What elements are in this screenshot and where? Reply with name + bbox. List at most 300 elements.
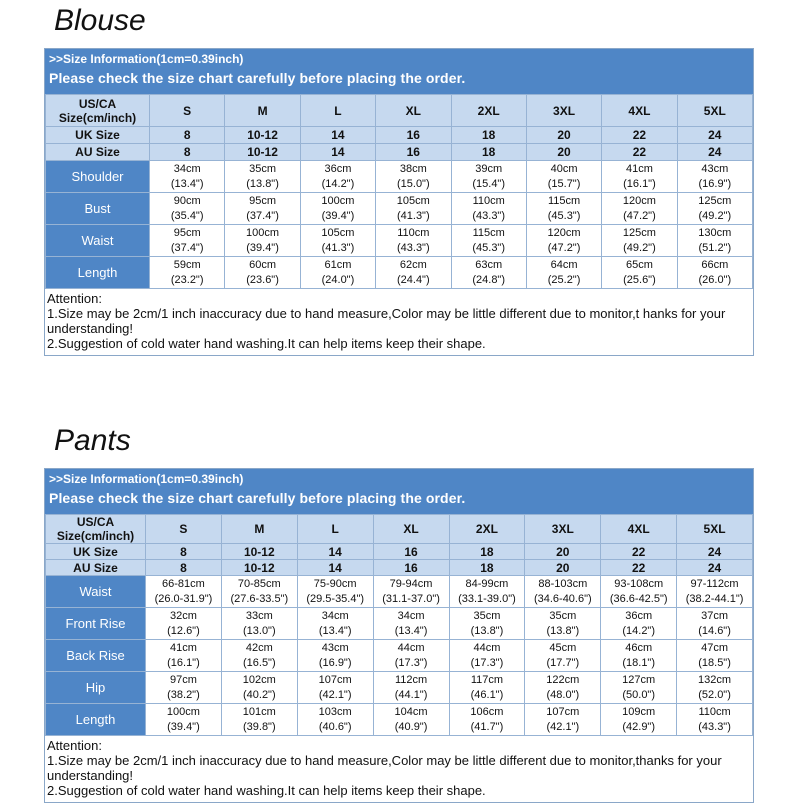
value-inch: (15.0") <box>396 177 430 190</box>
value-inch: (49.2") <box>623 241 656 254</box>
au-size: 8 <box>146 560 222 576</box>
value-cm: 110cm <box>472 194 505 207</box>
measurement-cell <box>525 640 601 672</box>
measurement-cell <box>526 161 601 193</box>
measurement-label: Front Rise <box>46 608 146 640</box>
value-inch: (43.3") <box>396 241 430 254</box>
value-cm: 47cm <box>701 641 729 654</box>
value-cm: 105cm <box>321 226 355 239</box>
measurement-cell <box>376 257 451 289</box>
value-cm: 103cm <box>318 705 352 718</box>
value-inch: (16.9") <box>698 177 732 190</box>
value-cm: 36cm <box>324 162 352 175</box>
uk-size: 24 <box>677 127 752 144</box>
pants-notes <box>45 736 753 802</box>
value-inch: (15.4") <box>472 177 505 190</box>
uk-size: 14 <box>300 127 375 144</box>
value-inch: (42.9") <box>622 720 655 733</box>
uk-size: 10-12 <box>225 127 300 144</box>
value-inch: (17.7") <box>546 656 580 669</box>
value-inch: (39.4") <box>167 720 200 733</box>
value-inch: (47.2") <box>623 209 656 222</box>
au-size: 24 <box>677 560 753 576</box>
measurement-row <box>46 608 753 640</box>
measurement-cell <box>146 640 222 672</box>
blouse-size-table <box>45 94 753 289</box>
header-label: US/CA Size(cm/inch) <box>46 515 146 544</box>
value-cm: 115cm <box>472 226 505 239</box>
measurement-cell <box>449 672 525 704</box>
value-inch: (47.2") <box>547 241 581 254</box>
size-xl: XL <box>373 515 449 544</box>
size-3xl: 3XL <box>526 95 601 127</box>
value-cm: 100cm <box>321 194 355 207</box>
value-cm: 41cm <box>625 162 653 175</box>
measurement-cell <box>526 193 601 225</box>
measurement-cell <box>297 640 373 672</box>
size-l: L <box>297 515 373 544</box>
value-cm: 64cm <box>550 258 578 271</box>
value-cm: 34cm <box>173 162 201 175</box>
au-size: 22 <box>602 144 677 161</box>
value-cm: 60cm <box>249 258 277 271</box>
attention-label: Attention: <box>47 738 102 753</box>
au-size: 10-12 <box>221 560 297 576</box>
value-cm: 46cm <box>625 641 653 654</box>
uk-size: 16 <box>376 127 451 144</box>
value-inch: (36.6-42.5") <box>609 592 668 605</box>
value-cm: 110cm <box>397 226 430 239</box>
value-inch: (13.4") <box>170 177 204 190</box>
value-inch: (39.4") <box>321 209 355 222</box>
value-inch: (37.4") <box>246 209 279 222</box>
value-inch: (16.1") <box>623 177 656 190</box>
value-cm: 79-94cm <box>389 577 433 590</box>
value-inch: (42.1") <box>318 688 352 701</box>
value-inch: (13.8") <box>546 624 580 637</box>
size-s: S <box>150 95 225 127</box>
value-cm: 95cm <box>173 226 201 239</box>
size-m: M <box>221 515 297 544</box>
measurement-cell <box>449 640 525 672</box>
measurement-label: Bust <box>46 193 150 225</box>
value-cm: 100cm <box>246 226 280 239</box>
note-1: 1.Size may be 2cm/1 inch inaccuracy due to hand measure,Color may be little different due to monitor,t hanks for your understanding! <box>47 306 726 336</box>
measurement-cell <box>677 576 753 608</box>
note-1: 1.Size may be 2cm/1 inch inaccuracy due to hand measure,Color may be little different due to monitor,thanks for your understanding! <box>47 753 722 783</box>
pants-au-row <box>46 560 753 576</box>
value-inch: (16.1") <box>167 656 200 669</box>
measurement-cell <box>602 257 677 289</box>
measurement-cell <box>601 640 677 672</box>
pants-size-info: >>Size Information(1cm=0.39inch) <box>49 472 244 486</box>
value-inch: (24.4") <box>396 273 430 286</box>
value-inch: (14.2") <box>622 624 655 637</box>
value-inch: (13.4") <box>394 624 428 637</box>
value-cm: 61cm <box>324 258 352 271</box>
au-size: 20 <box>525 560 601 576</box>
measurement-cell <box>146 608 222 640</box>
value-inch: (40.2") <box>242 688 276 701</box>
size-2xl: 2XL <box>449 515 525 544</box>
measurement-cell <box>677 704 753 736</box>
size-xl: XL <box>376 95 451 127</box>
measurement-cell <box>300 161 375 193</box>
uk-size: 22 <box>602 127 677 144</box>
measurement-cell <box>221 704 297 736</box>
value-inch: (18.5") <box>698 656 731 669</box>
value-inch: (31.1-37.0") <box>382 592 440 605</box>
value-inch: (41.3") <box>321 241 355 254</box>
value-cm: 32cm <box>169 609 197 622</box>
value-inch: (38.2-44.1") <box>685 592 744 605</box>
measurement-cell <box>677 608 753 640</box>
value-cm: 44cm <box>397 641 425 654</box>
value-inch: (41.7") <box>470 720 504 733</box>
au-size: 24 <box>677 144 752 161</box>
value-inch: (16.9") <box>318 656 352 669</box>
measurement-cell <box>150 257 225 289</box>
measurement-row <box>46 161 753 193</box>
value-inch: (26.0-31.9") <box>154 592 213 605</box>
value-cm: 112cm <box>394 673 428 686</box>
blouse-size-chart <box>44 48 754 356</box>
measurement-cell <box>221 672 297 704</box>
value-inch: (41.3") <box>396 209 430 222</box>
measurement-label: Length <box>46 257 150 289</box>
measurement-label: Length <box>46 704 146 736</box>
value-cm: 43cm <box>701 162 729 175</box>
measurement-cell <box>525 672 601 704</box>
value-inch: (25.6") <box>623 273 656 286</box>
au-size: 22 <box>601 560 677 576</box>
blouse-check-notice: Please check the size chart carefully before placing the order. <box>49 70 466 86</box>
measurement-cell <box>373 704 449 736</box>
value-inch: (45.3") <box>547 209 581 222</box>
value-cm: 34cm <box>321 609 349 622</box>
value-cm: 33cm <box>245 609 273 622</box>
measurement-cell <box>225 193 300 225</box>
uk-size: 16 <box>373 544 449 560</box>
measurement-cell <box>221 640 297 672</box>
size-s: S <box>146 515 222 544</box>
measurement-cell <box>677 193 752 225</box>
value-cm: 100cm <box>166 705 200 718</box>
value-cm: 120cm <box>547 226 581 239</box>
au-size: 16 <box>373 560 449 576</box>
measurement-cell <box>601 704 677 736</box>
value-cm: 93-108cm <box>614 577 664 590</box>
measurement-cell <box>146 672 222 704</box>
value-cm: 42cm <box>245 641 273 654</box>
measurement-cell <box>677 672 753 704</box>
value-cm: 62cm <box>399 258 427 271</box>
uk-size: 18 <box>451 127 526 144</box>
value-cm: 95cm <box>249 194 277 207</box>
value-inch: (23.6") <box>246 273 279 286</box>
measurement-cell <box>525 608 601 640</box>
measurement-cell <box>146 704 222 736</box>
value-inch: (13.0") <box>242 624 276 637</box>
blouse-title: Blouse <box>54 4 146 37</box>
measurement-cell <box>300 225 375 257</box>
uk-size: 8 <box>146 544 222 560</box>
value-cm: 40cm <box>550 162 578 175</box>
au-size: 20 <box>526 144 601 161</box>
value-cm: 35cm <box>249 162 277 175</box>
value-inch: (29.5-35.4") <box>306 592 365 605</box>
au-size: 18 <box>449 560 525 576</box>
value-cm: 106cm <box>470 705 504 718</box>
value-cm: 41cm <box>169 641 197 654</box>
value-inch: (16.5") <box>242 656 276 669</box>
measurement-cell <box>376 161 451 193</box>
value-inch: (25.2") <box>547 273 581 286</box>
uk-size: 20 <box>526 127 601 144</box>
measurement-cell <box>449 576 525 608</box>
measurement-cell <box>225 161 300 193</box>
measurement-cell <box>373 576 449 608</box>
value-cm: 38cm <box>399 162 427 175</box>
au-size: 8 <box>150 144 225 161</box>
pants-banner <box>45 469 753 514</box>
measurement-cell <box>677 257 752 289</box>
pants-header-row <box>46 515 753 544</box>
measurement-cell <box>297 576 373 608</box>
value-inch: (45.3") <box>472 241 505 254</box>
value-inch: (38.2") <box>167 688 200 701</box>
measurement-cell <box>150 193 225 225</box>
measurement-cell <box>225 257 300 289</box>
value-inch: (34.6-40.6") <box>533 592 592 605</box>
value-inch: (52.0") <box>698 688 731 701</box>
value-cm: 109cm <box>622 705 656 718</box>
blouse-header-row <box>46 95 753 127</box>
value-inch: (43.3") <box>472 209 505 222</box>
value-inch: (40.9") <box>394 720 428 733</box>
pants-size-table <box>45 514 753 736</box>
pants-check-notice: Please check the size chart carefully before placing the order. <box>49 490 466 506</box>
value-inch: (24.8") <box>472 273 505 286</box>
uk-size: 14 <box>297 544 373 560</box>
measurement-label: Waist <box>46 576 146 608</box>
value-cm: 66cm <box>701 258 729 271</box>
value-inch: (17.3") <box>470 656 504 669</box>
note-2: 2.Suggestion of cold water hand washing.It can help items keep their shape. <box>47 336 486 351</box>
measurement-cell <box>525 576 601 608</box>
uk-size: 8 <box>150 127 225 144</box>
measurement-cell <box>373 640 449 672</box>
blouse-notes <box>45 289 753 355</box>
value-inch: (39.4") <box>246 241 279 254</box>
value-cm: 115cm <box>547 194 581 207</box>
measurement-row <box>46 704 753 736</box>
measurement-cell <box>373 608 449 640</box>
value-inch: (37.4") <box>170 241 204 254</box>
value-cm: 63cm <box>475 258 503 271</box>
measurement-cell <box>602 193 677 225</box>
measurement-cell <box>300 193 375 225</box>
value-cm: 122cm <box>546 673 580 686</box>
value-cm: 37cm <box>701 609 729 622</box>
value-cm: 65cm <box>625 258 653 271</box>
blouse-au-row <box>46 144 753 161</box>
value-inch: (35.4") <box>170 209 204 222</box>
value-cm: 88-103cm <box>538 577 588 590</box>
measurement-row <box>46 225 753 257</box>
value-cm: 84-99cm <box>465 577 509 590</box>
note-2: 2.Suggestion of cold water hand washing.It can help items keep their shape. <box>47 783 486 798</box>
value-cm: 36cm <box>625 609 653 622</box>
value-inch: (23.2") <box>170 273 204 286</box>
uk-size: 10-12 <box>221 544 297 560</box>
measurement-cell <box>150 161 225 193</box>
measurement-row <box>46 576 753 608</box>
value-cm: 125cm <box>698 194 732 207</box>
measurement-cell <box>602 225 677 257</box>
measurement-cell <box>451 257 526 289</box>
value-cm: 97-112cm <box>690 577 739 590</box>
measurement-row <box>46 640 753 672</box>
measurement-cell <box>146 576 222 608</box>
value-inch: (13.8") <box>470 624 504 637</box>
value-cm: 43cm <box>321 641 349 654</box>
measurement-cell <box>376 225 451 257</box>
measurement-cell <box>376 193 451 225</box>
value-cm: 70-85cm <box>237 577 281 590</box>
value-cm: 44cm <box>473 641 501 654</box>
measurement-label: Hip <box>46 672 146 704</box>
measurement-row <box>46 672 753 704</box>
au-size: 14 <box>297 560 373 576</box>
measurement-cell <box>300 257 375 289</box>
value-inch: (27.6-33.5") <box>230 592 289 605</box>
measurement-label: Shoulder <box>46 161 150 193</box>
uk-label: UK Size <box>46 127 150 144</box>
measurement-cell <box>150 225 225 257</box>
attention-label: Attention: <box>47 291 102 306</box>
value-inch: (24.0") <box>321 273 355 286</box>
measurement-cell <box>677 640 753 672</box>
measurement-cell <box>449 608 525 640</box>
value-cm: 66-81cm <box>162 577 205 590</box>
value-cm: 132cm <box>698 673 732 686</box>
value-inch: (46.1") <box>470 688 504 701</box>
measurement-cell <box>225 225 300 257</box>
value-inch: (43.3") <box>698 720 731 733</box>
measurement-row <box>46 193 753 225</box>
value-cm: 107cm <box>546 705 580 718</box>
value-inch: (15.7") <box>547 177 581 190</box>
value-cm: 105cm <box>396 194 430 207</box>
measurement-cell <box>297 704 373 736</box>
value-inch: (39.8") <box>242 720 276 733</box>
header-label: US/CA Size(cm/inch) <box>46 95 150 127</box>
size-m: M <box>225 95 300 127</box>
pants-title: Pants <box>54 424 131 457</box>
value-cm: 45cm <box>549 641 577 654</box>
measurement-cell <box>373 672 449 704</box>
measurement-cell <box>451 193 526 225</box>
value-cm: 59cm <box>173 258 201 271</box>
au-label: AU Size <box>46 144 150 161</box>
value-cm: 39cm <box>475 162 503 175</box>
uk-label: UK Size <box>46 544 146 560</box>
au-size: 16 <box>376 144 451 161</box>
value-inch: (40.6") <box>318 720 352 733</box>
size-4xl: 4XL <box>601 515 677 544</box>
au-size: 10-12 <box>225 144 300 161</box>
measurement-cell <box>451 225 526 257</box>
value-inch: (18.1") <box>622 656 655 669</box>
measurement-cell <box>526 257 601 289</box>
value-cm: 75-90cm <box>313 577 357 590</box>
value-inch: (12.6") <box>167 624 200 637</box>
size-2xl: 2XL <box>451 95 526 127</box>
value-inch: (48.0") <box>546 688 580 701</box>
value-inch: (49.2") <box>698 209 732 222</box>
measurement-label: Back Rise <box>46 640 146 672</box>
measurement-cell <box>602 161 677 193</box>
value-inch: (13.4") <box>318 624 352 637</box>
size-3xl: 3XL <box>525 515 601 544</box>
value-cm: 130cm <box>698 226 732 239</box>
au-label: AU Size <box>46 560 146 576</box>
size-4xl: 4XL <box>602 95 677 127</box>
value-cm: 35cm <box>473 609 501 622</box>
value-inch: (14.6") <box>698 624 731 637</box>
value-inch: (17.3") <box>394 656 428 669</box>
uk-size: 18 <box>449 544 525 560</box>
measurement-cell <box>451 161 526 193</box>
value-cm: 107cm <box>318 673 352 686</box>
value-inch: (33.1-39.0") <box>458 592 516 605</box>
value-cm: 125cm <box>622 226 656 239</box>
blouse-size-info: >>Size Information(1cm=0.39inch) <box>49 52 244 66</box>
au-size: 14 <box>300 144 375 161</box>
au-size: 18 <box>451 144 526 161</box>
size-5xl: 5XL <box>677 515 753 544</box>
blouse-banner <box>45 49 753 94</box>
value-cm: 101cm <box>242 705 276 718</box>
value-cm: 102cm <box>242 673 276 686</box>
measurement-cell <box>449 704 525 736</box>
value-inch: (26.0") <box>698 273 732 286</box>
value-cm: 127cm <box>622 673 656 686</box>
pants-size-chart <box>44 468 754 803</box>
measurement-cell <box>601 576 677 608</box>
size-5xl: 5XL <box>677 95 752 127</box>
blouse-uk-row <box>46 127 753 144</box>
measurement-cell <box>297 672 373 704</box>
uk-size: 20 <box>525 544 601 560</box>
measurement-cell <box>526 225 601 257</box>
size-l: L <box>300 95 375 127</box>
value-cm: 110cm <box>698 705 731 718</box>
value-inch: (51.2") <box>698 241 732 254</box>
measurement-cell <box>601 672 677 704</box>
value-cm: 117cm <box>470 673 504 686</box>
value-cm: 104cm <box>394 705 428 718</box>
measurement-label: Waist <box>46 225 150 257</box>
measurement-cell <box>601 608 677 640</box>
value-cm: 120cm <box>622 194 656 207</box>
measurement-cell <box>221 608 297 640</box>
measurement-cell <box>221 576 297 608</box>
value-cm: 35cm <box>549 609 577 622</box>
uk-size: 22 <box>601 544 677 560</box>
measurement-cell <box>525 704 601 736</box>
